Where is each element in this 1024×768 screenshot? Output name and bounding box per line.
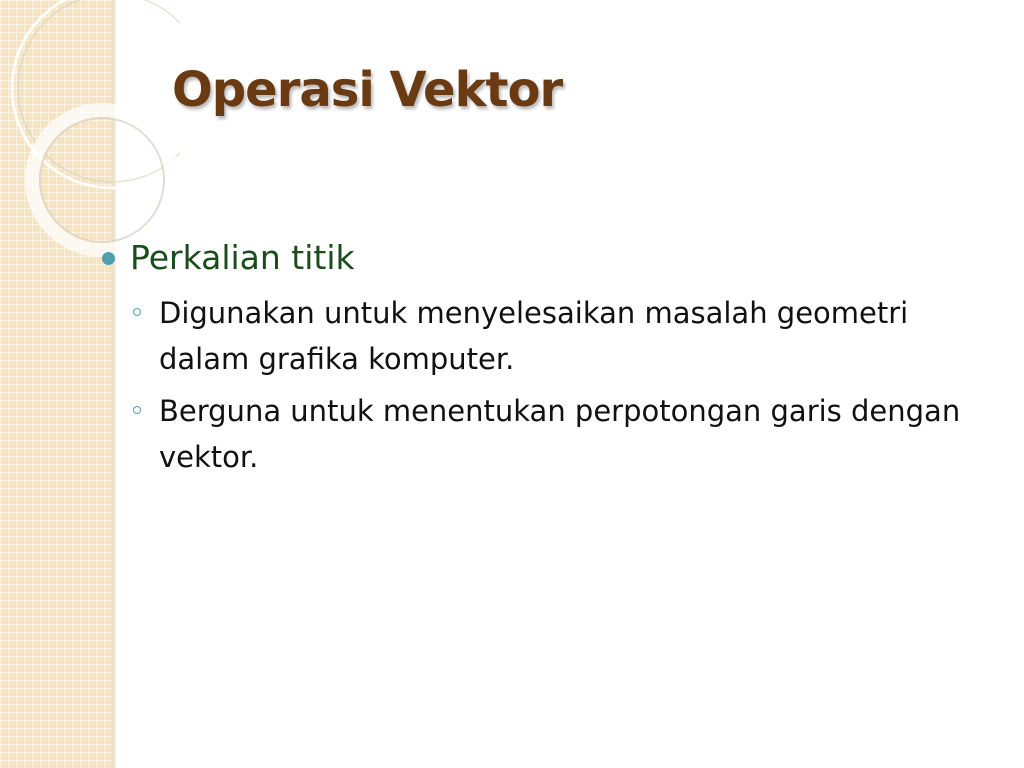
- slide-title: Operasi Vektor: [172, 62, 563, 118]
- bullet-item: [100, 232, 980, 284]
- sub-bullet-text: Berguna untuk menentukan perpotongan garis dengan vektor.: [159, 394, 961, 474]
- sub-bullet-item: [130, 388, 980, 480]
- bullet-text: Perkalian titik: [130, 238, 355, 277]
- sub-bullet-item: [130, 290, 980, 382]
- ring-bullet-icon: [133, 406, 141, 414]
- sub-bullet-text: Digunakan untuk menyelesaikan masalah geometri dalam grafika komputer.: [159, 296, 909, 376]
- sub-bullet-list: [100, 290, 980, 480]
- bullet-dot-icon: [102, 252, 115, 265]
- ring-bullet-icon: [133, 308, 141, 316]
- decorative-rings: [0, 0, 180, 260]
- slide-content: [100, 232, 980, 486]
